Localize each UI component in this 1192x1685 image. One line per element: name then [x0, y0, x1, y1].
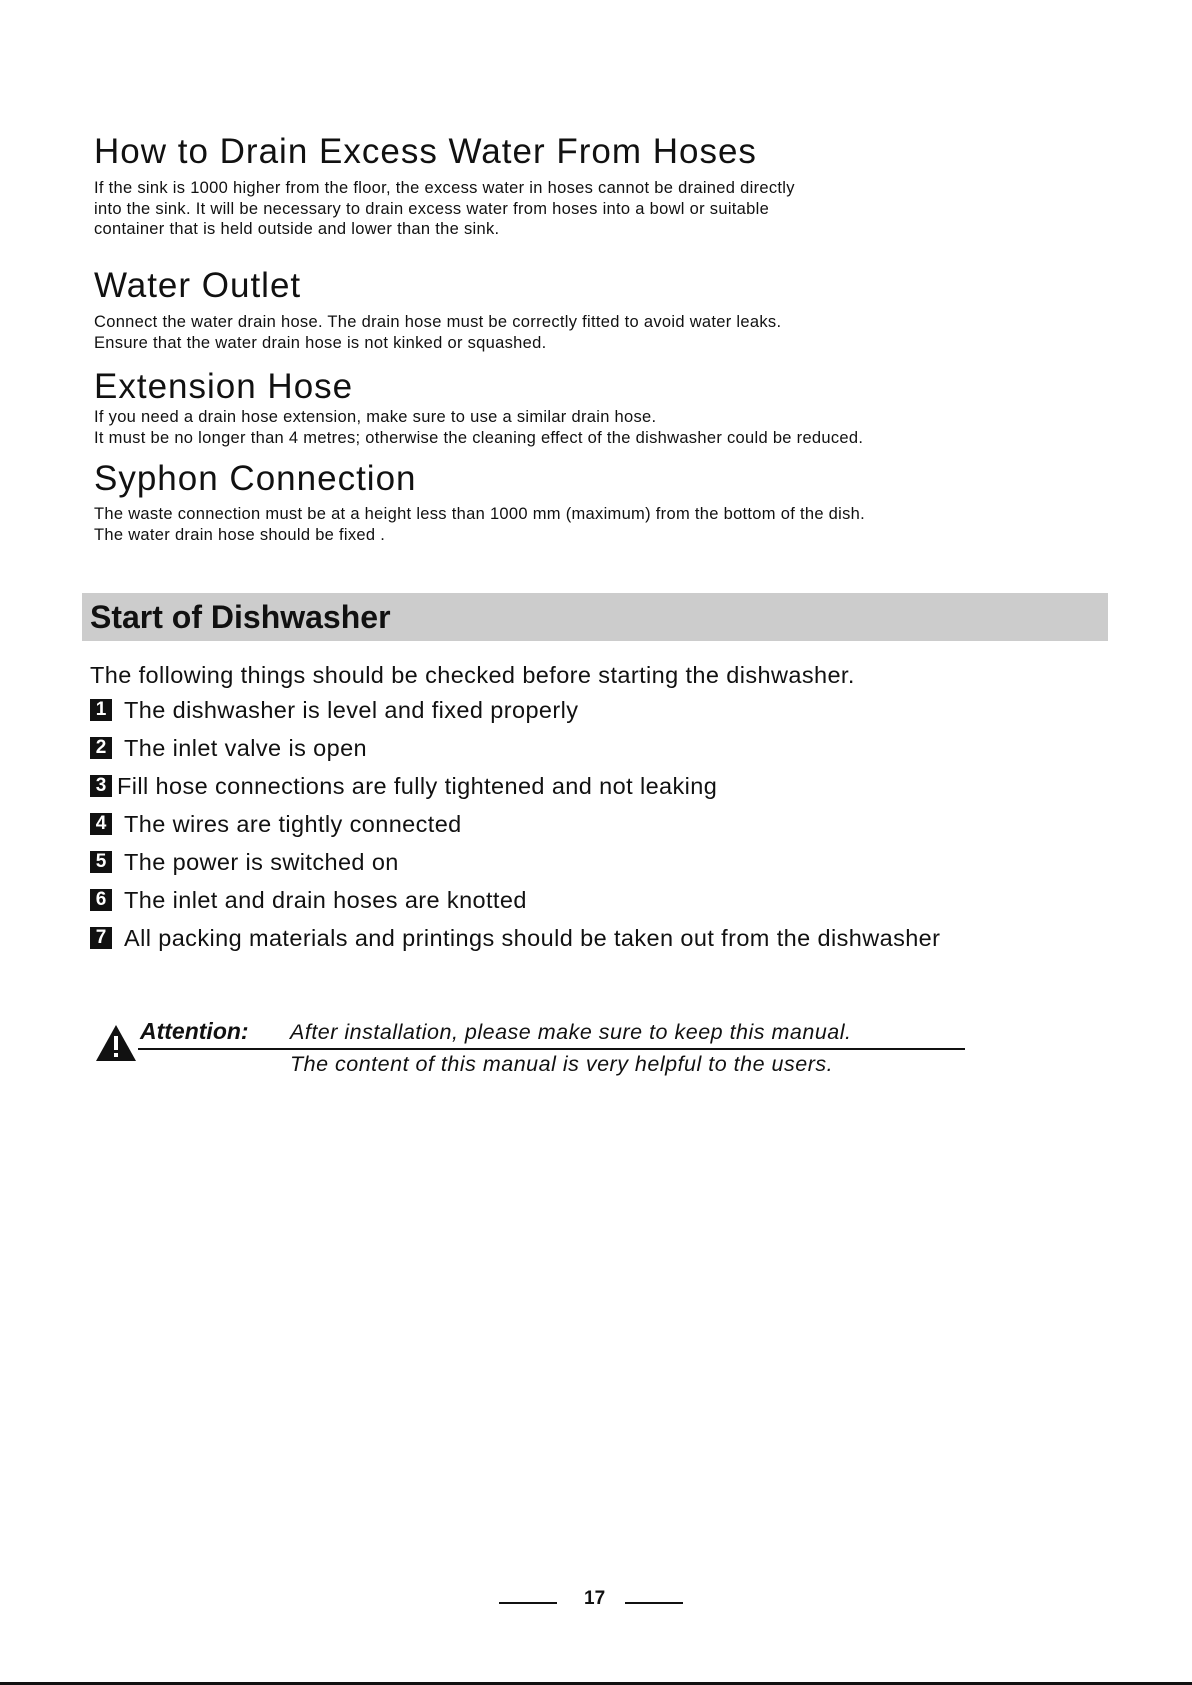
number-badge: 1	[90, 699, 112, 721]
outlet-section-body	[94, 312, 994, 353]
checklist-item	[90, 697, 578, 723]
checklist-item	[90, 849, 399, 875]
checklist-item-text: The power is switched on	[124, 848, 399, 875]
extension-section-title: Extension Hose	[94, 367, 354, 406]
drain-line-1: If the sink is 1000 higher from the floor, the excess water in hoses cannot be drained directly	[94, 179, 795, 197]
number-badge: 4	[90, 813, 112, 835]
number-badge: 7	[90, 927, 112, 949]
start-section-title: Start of Dishwasher	[90, 599, 391, 635]
checklist-item	[90, 735, 367, 761]
drain-line-2: into the sink. It will be necessary to drain excess water from hoses into a bowl or suitable	[94, 199, 770, 218]
footer-rule-right	[625, 1602, 683, 1604]
number-badge: 5	[90, 851, 112, 873]
outlet-line-1: Connect the water drain hose. The drain hose must be correctly fitted to avoid water leaks.	[94, 313, 782, 331]
number-badge: 6	[90, 889, 112, 911]
attention-line-2: The content of this manual is very helpful to the users.	[290, 1052, 834, 1076]
number-badge: 2	[90, 737, 112, 759]
checklist-item-text: Fill hose connections are fully tightened and not leaking	[117, 772, 718, 799]
start-intro: The following things should be checked before starting the dishwasher.	[90, 662, 855, 688]
footer-rule-left	[499, 1602, 557, 1604]
extension-line-2: It must be no longer than 4 metres; otherwise the cleaning effect of the dishwasher could be reduced.	[94, 428, 864, 447]
warning-triangle-icon	[95, 1024, 137, 1062]
drain-line-3: container that is held outside and lower than the sink.	[94, 220, 500, 238]
page-number: 17	[584, 1588, 606, 1609]
checklist-item	[90, 887, 527, 913]
checklist-item	[90, 811, 462, 837]
checklist-item-text: The dishwasher is level and fixed properly	[124, 696, 579, 723]
syphon-line-2: The water drain hose should be fixed .	[94, 525, 386, 544]
attention-note	[95, 1014, 975, 1080]
checklist-item	[90, 925, 940, 951]
syphon-section-body	[94, 504, 994, 545]
attention-line-1: After installation, please make sure to keep this manual.	[290, 1020, 852, 1044]
drain-section-body	[94, 178, 994, 240]
checklist-item-text: The inlet and drain hoses are knotted	[124, 886, 527, 913]
syphon-section-title: Syphon Connection	[94, 459, 417, 498]
outlet-section-title: Water Outlet	[94, 266, 302, 305]
checklist-item-text: The inlet valve is open	[124, 734, 368, 761]
checklist-item-text: All packing materials and printings should be taken out from the dishwasher	[124, 924, 941, 951]
drain-section-title: How to Drain Excess Water From Hoses	[94, 132, 757, 171]
start-section-banner	[82, 593, 1108, 641]
extension-section-body	[94, 407, 994, 448]
attention-underline	[138, 1048, 965, 1050]
syphon-line-1: The waste connection must be at a height less than 1000 mm (maximum) from the bottom of the dish.	[94, 505, 866, 523]
extension-line-1: If you need a drain hose extension, make sure to use a similar drain hose.	[94, 408, 657, 426]
outlet-line-2: Ensure that the water drain hose is not kinked or squashed.	[94, 333, 547, 352]
attention-label: Attention:	[140, 1018, 249, 1044]
checklist-item-text: The wires are tightly connected	[124, 810, 462, 837]
number-badge: 3	[90, 775, 112, 797]
checklist-item	[90, 773, 717, 799]
